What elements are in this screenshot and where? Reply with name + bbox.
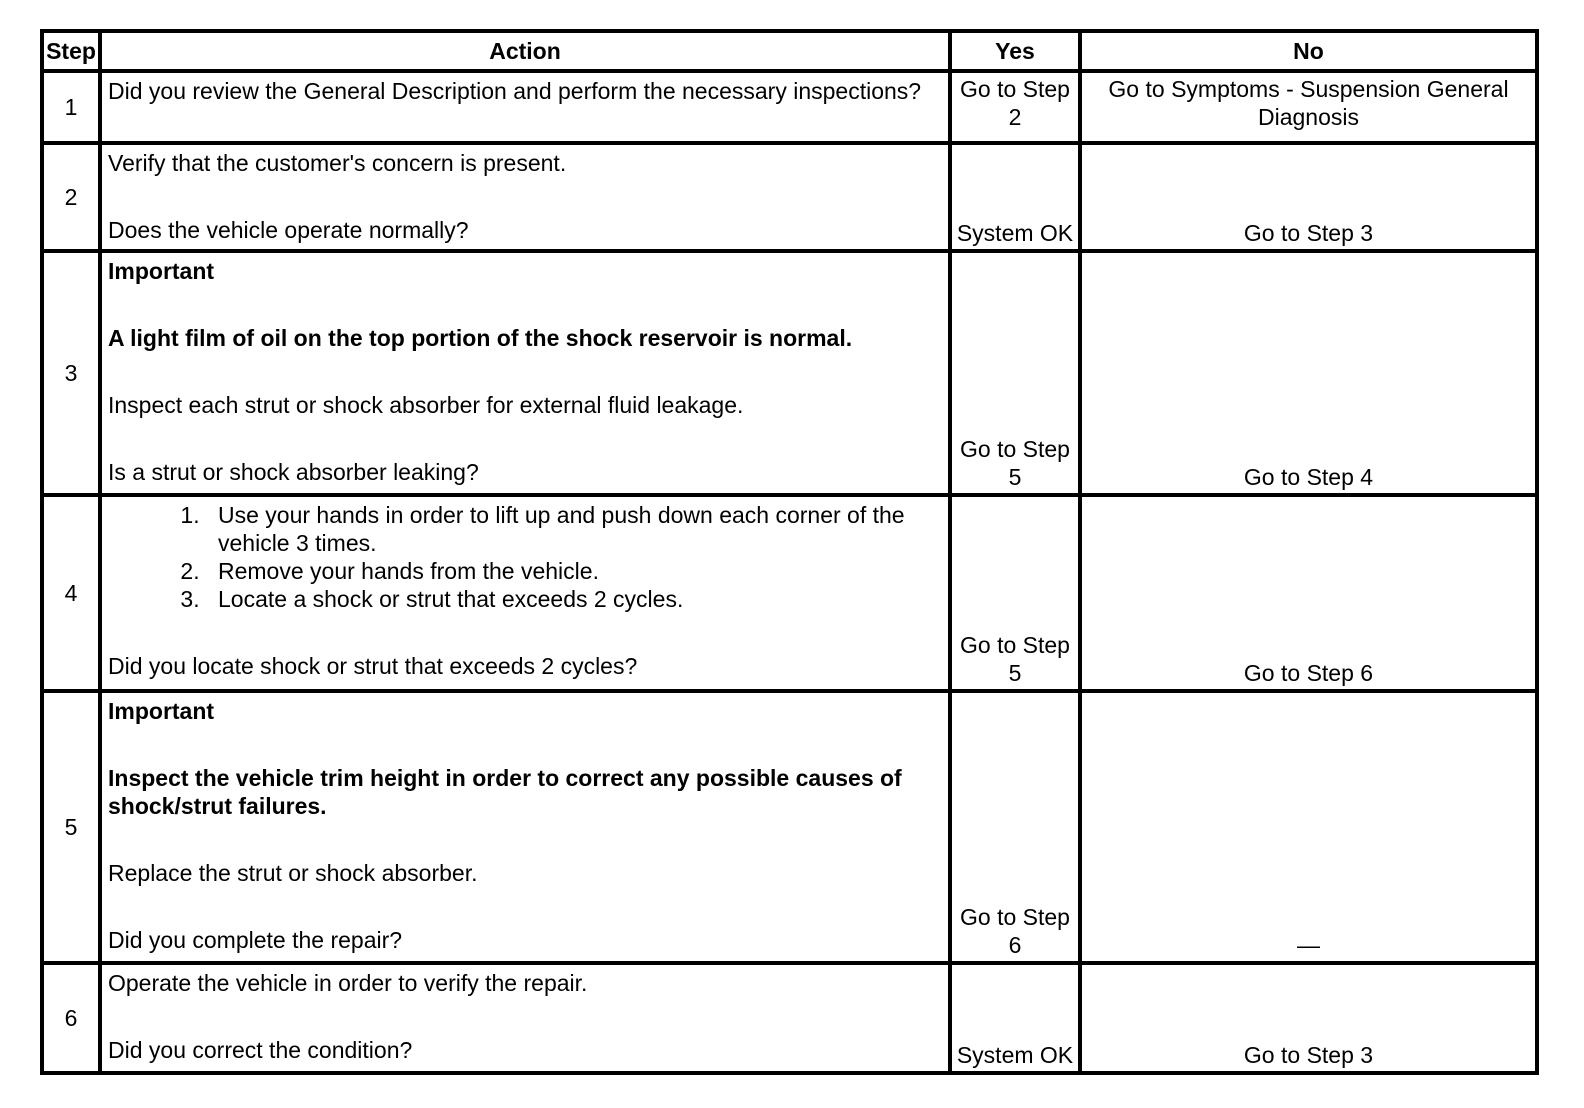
action-question: Is a strut or shock absorber leaking?: [108, 459, 479, 485]
action-text: Replace the strut or shock absorber.: [108, 860, 478, 886]
important-note: A light film of oil on the top portion of the shock reservoir is normal.: [108, 325, 853, 351]
no-result: Go to Step 4: [1080, 251, 1537, 495]
table-row: [42, 71, 1537, 143]
no-result: —: [1080, 691, 1537, 963]
important-label: Important: [108, 698, 215, 724]
yes-result: Go to Step 6: [950, 691, 1080, 963]
yes-result: Go to Step 5: [950, 495, 1080, 691]
action-question: Did you complete the repair?: [108, 927, 403, 953]
yes-result: System OK: [950, 143, 1080, 251]
substep-item: 1. Use your hands in order to lift up and push down each corner of the vehicle 3 times.: [206, 501, 942, 557]
step-number: 3: [42, 251, 100, 495]
header-no: No: [1080, 31, 1537, 71]
action-text: Inspect each strut or shock absorber for external fluid leakage.: [108, 392, 744, 418]
action-text: Did you review the General Description and perform the necessary inspections?: [108, 78, 922, 104]
header-action: Action: [100, 31, 950, 71]
action-text: Operate the vehicle in order to verify the repair.: [108, 970, 588, 996]
header-row: [42, 31, 1537, 71]
important-note: Inspect the vehicle trim height in order to correct any possible causes of shock/strut failures.: [108, 765, 902, 819]
action-question: Did you correct the condition?: [108, 1037, 413, 1063]
table-row: [42, 963, 1537, 1073]
no-result: Go to Step 6: [1080, 495, 1537, 691]
action-cell: [100, 143, 950, 251]
action-text: Verify that the customer's concern is present.: [108, 150, 567, 176]
action-cell: [100, 691, 950, 963]
table-row: [42, 143, 1537, 251]
step-number: 2: [42, 143, 100, 251]
step-number: 4: [42, 495, 100, 691]
yes-result: Go to Step 5: [950, 251, 1080, 495]
action-cell: [100, 71, 950, 143]
step-number: 6: [42, 963, 100, 1073]
yes-result: Go to Step 2: [950, 71, 1080, 143]
step-number: 1: [42, 71, 100, 143]
table-row: [42, 495, 1537, 691]
action-question: Did you locate shock or strut that exceeds 2 cycles?: [108, 653, 638, 679]
action-cell: [100, 963, 950, 1073]
no-result: Go to Step 3: [1080, 143, 1537, 251]
action-cell: [100, 495, 950, 691]
action-question: Does the vehicle operate normally?: [108, 217, 469, 243]
action-cell: [100, 251, 950, 495]
diagnostic-table: [40, 29, 1539, 1075]
important-label: Important: [108, 258, 215, 284]
header-yes: Yes: [950, 31, 1080, 71]
yes-result: System OK: [950, 963, 1080, 1073]
no-result: Go to Symptoms - Suspension General Diagnosis: [1080, 71, 1537, 143]
substep-list: [108, 501, 942, 613]
no-result: Go to Step 3: [1080, 963, 1537, 1073]
table-row: [42, 691, 1537, 963]
substep-item: 3. Locate a shock or strut that exceeds 2 cycles.: [206, 585, 942, 613]
substep-item: 2. Remove your hands from the vehicle.: [206, 557, 942, 585]
table-row: [42, 251, 1537, 495]
step-number: 5: [42, 691, 100, 963]
header-step: Step: [42, 31, 100, 71]
